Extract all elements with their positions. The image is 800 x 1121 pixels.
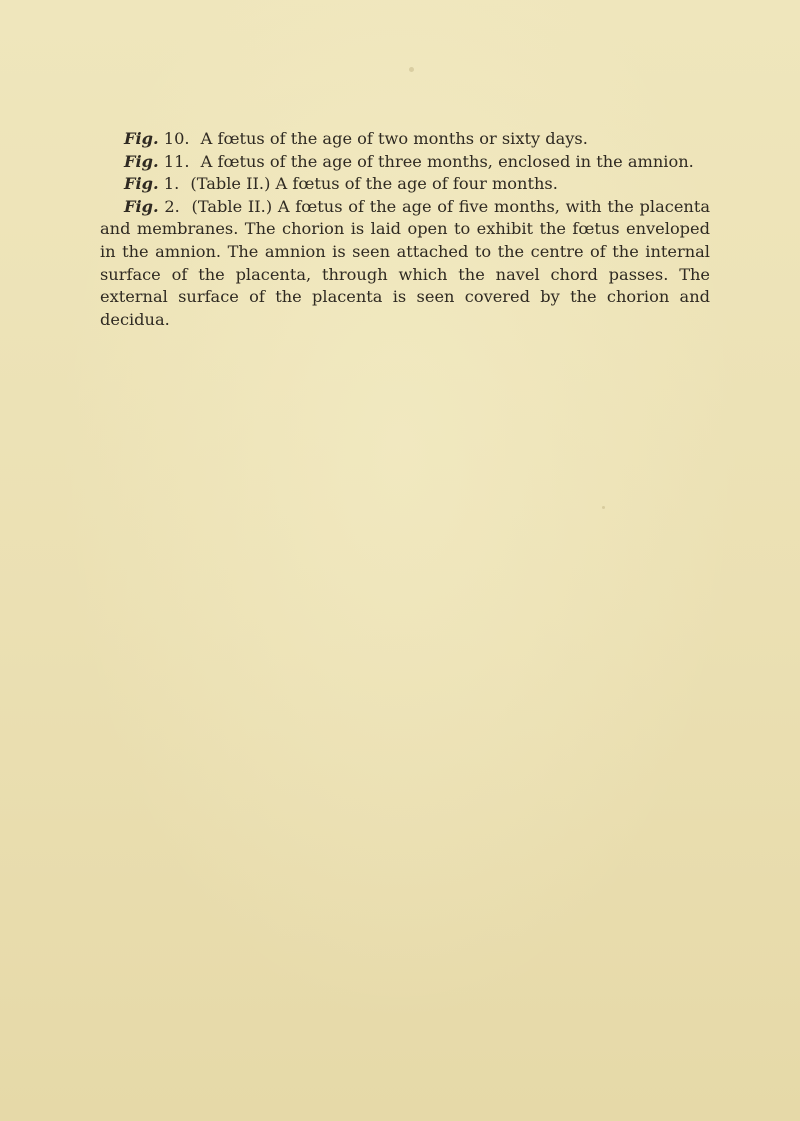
figure-captions [100,128,710,331]
paper-spot [409,67,414,72]
paper-spot [602,506,605,509]
figure-number: 1. [163,174,180,194]
caption-fig-11 [100,151,710,174]
figure-label: Fig. [124,129,159,148]
caption-text: (Table II.) A fœtus of the age of four months. [190,174,558,194]
caption-fig-2 [100,196,710,332]
figure-label: Fig. [124,151,159,171]
caption-text: (Table II.) A fœtus of the age of five months, with the placenta and membranes. The chorion is laid open to exhibit the fœtus enveloped in the amnion. The amnion is seen attached to the centre of the internal surface of the placenta, through which the navel chord passes. The external surface of the placenta is seen covered by the chorion and decidua. [100,196,710,329]
figure-number: 10. [163,129,190,148]
figure-label: Fig. [124,174,159,194]
caption-fig-1 [100,173,710,196]
caption-text: A fœtus of the age of two months or sixty days. [200,129,588,148]
figure-number: 11. [163,151,190,171]
caption-text: A fœtus of the age of three months, enclosed in the amnion. [200,151,694,171]
figure-label: Fig. [124,196,159,216]
caption-fig-10 [100,128,710,151]
figure-number: 2. [164,196,180,216]
